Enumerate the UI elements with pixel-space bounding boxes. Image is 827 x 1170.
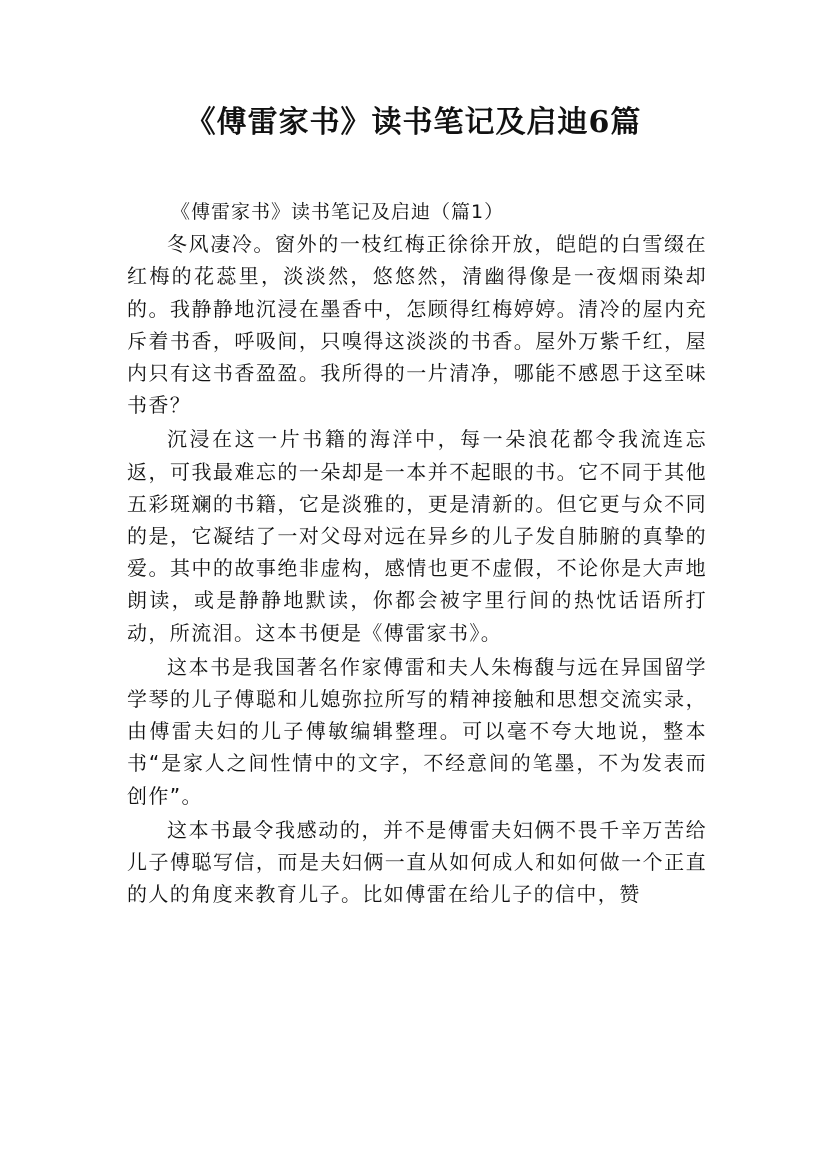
paragraph-2: 沉浸在这一片书籍的海洋中，每一朵浪花都令我流连忘返，可我最难忘的一朵却是一本并不起眼的书。它不同于其他五彩斑斓的书籍，它是淡雅的，更是清新的。但它更与众不同的是，它凝结了一对父母对远在异乡的儿子发自肺腑的真挚的爱。其中的故事绝非虚构，感情也更不虚假，不论你是大声地朗读，或是静静地默读，你都会被字里行间的热忱话语所打动，所流泪。这本书便是《傅雷家书》。 [127, 427, 707, 645]
section-heading: 《傅雷家书》读书笔记及启迪（篇1） [171, 201, 505, 223]
paragraph-3: 这本书是我国著名作家傅雷和夫人朱梅馥与远在异国留学学琴的儿子傅聪和儿媳弥拉所写的精神接触和思想交流实录，由傅雷夫妇的儿子傅敏编辑整理。可以毫不夸大地说，整本书“是家人之间性情中的文字，不经意间的笔墨，不为发表而创作”。 [127, 654, 707, 808]
document-body [127, 196, 707, 912]
paragraph-1: 冬风凄冷。窗外的一枝红梅正徐徐开放，皑皑的白雪缀在红梅的花蕊里，淡淡然，悠悠然，清幽得像是一夜烟雨染却的。我静静地沉浸在墨香中，怎顾得红梅婷婷。清冷的屋内充斥着书香，呼吸间，只嗅得这淡淡的书香。屋外万紫千红，屋内只有这书香盈盈。我所得的一片清净，哪能不感恩于这至味书香？ [127, 232, 707, 418]
paragraph-4: 这本书最令我感动的，并不是傅雷夫妇俩不畏千辛万苦给儿子傅聪写信，而是夫妇俩一直从如何成人和如何做一个正直的人的角度来教育儿子。比如傅雷在给儿子的信中，赞 [127, 817, 707, 907]
document-title: 《傅雷家书》读书笔记及启迪6篇 [185, 105, 642, 140]
